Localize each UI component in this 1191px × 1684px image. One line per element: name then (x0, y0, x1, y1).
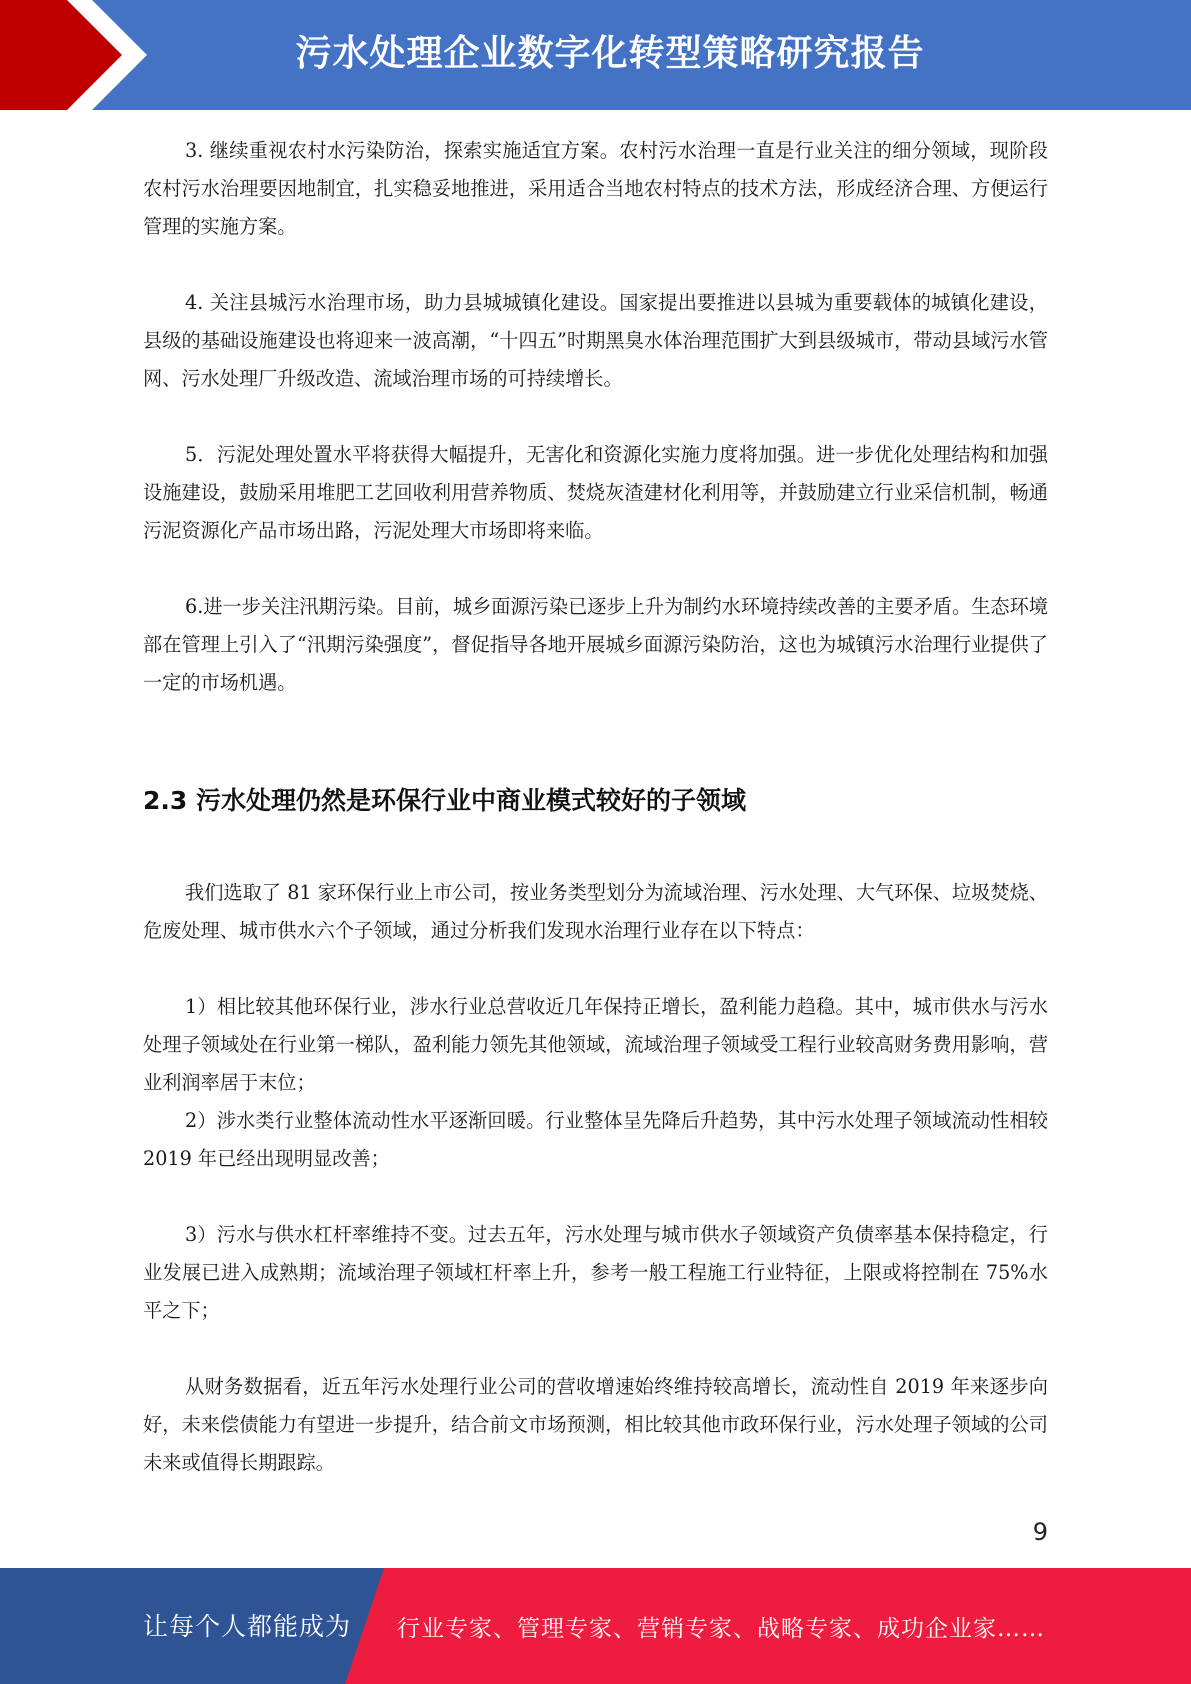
paragraph-intro: 我们选取了 81 家环保行业上市公司，按业务类型划分为流域治理、污水处理、大气环保、垃圾焚烧、危废处理、城市供水六个子领域，通过分析我们发现水治理行业存在以下特点： (143, 881, 1048, 942)
header-arrow-decoration (0, 0, 160, 110)
report-title: 污水处理企业数字化转型策略研究报告 (295, 33, 925, 74)
footer-slogan-left: 让每个人都能成为 (143, 1612, 352, 1641)
page-footer (0, 1568, 1191, 1684)
paragraph-point-3: 3）污水与供水杠杆率维持不变。过去五年，污水处理与城市供水子领域资产负债率基本保持稳定，行业发展已进入成熟期；流域治理子领域杠杆率上升，参考一般工程施工行业特征，上限或将控制在 75%水平之下； (143, 1223, 1048, 1322)
footer-slogan-right: 行业专家、管理专家、营销专家、战略专家、成功企业家…… (397, 1616, 1045, 1642)
main-content (143, 132, 1048, 1482)
page-number: 9 (1032, 1518, 1048, 1546)
paragraph-point-1: 1）相比较其他环保行业，涉水行业总营收近几年保持正增长，盈利能力趋稳。其中，城市供水与污水处理子领域处在行业第一梯队，盈利能力领先其他领域，流域治理子领域受工程行业较高财务费用影响，营业利润率居于末位； (143, 995, 1048, 1094)
page-header (0, 0, 1191, 110)
paragraph-point-2: 2）涉水类行业整体流动性水平逐渐回暖。行业整体呈先降后升趋势，其中污水处理子领域流动性相较 2019 年已经出现明显改善； (143, 1109, 1048, 1170)
paragraph-rural-sewage: 3. 继续重视农村水污染防治，探索实施适宜方案。农村污水治理一直是行业关注的细分领域，现阶段农村污水治理要因地制宜，扎实稳妥地推进，采用适合当地农村特点的技术方法，形成经济合理、方便运行管理的实施方案。 (143, 139, 1048, 238)
paragraph-sludge-treatment: 5．污泥处理处置水平将获得大幅提升，无害化和资源化实施力度将加强。进一步优化处理结构和加强设施建设，鼓励采用堆肥工艺回收利用营养物质、焚烧灰渣建材化利用等，并鼓励建立行业采信机制，畅通污泥资源化产品市场出路，污泥处理大市场即将来临。 (143, 443, 1048, 542)
section-heading: 2.3 污水处理仍然是环保行业中商业模式较好的子领域 (143, 786, 746, 815)
paragraph-conclusion: 从财务数据看，近五年污水处理行业公司的营收增速始终维持较高增长，流动性自 2019 年来逐步向好，未来偿债能力有望进一步提升，结合前文市场预测，相比较其他市政环保行业，污水处理子领域的公司未来或值得长期跟踪。 (143, 1375, 1048, 1474)
paragraph-county-market: 4. 关注县城污水治理市场，助力县城城镇化建设。国家提出要推进以县城为重要载体的城镇化建设，县级的基础设施建设也将迎来一波高潮，“十四五”时期黑臭水体治理范围扩大到县级城市，带动县域污水管网、污水处理厂升级改造、流域治理市场的可持续增长。 (143, 291, 1048, 390)
paragraph-flood-pollution: 6.进一步关注汛期污染。目前，城乡面源污染已逐步上升为制约水环境持续改善的主要矛盾。生态环境部在管理上引入了“汛期污染强度”，督促指导各地开展城乡面源污染防治，这也为城镇污水治理行业提供了一定的市场机遇。 (143, 595, 1048, 694)
